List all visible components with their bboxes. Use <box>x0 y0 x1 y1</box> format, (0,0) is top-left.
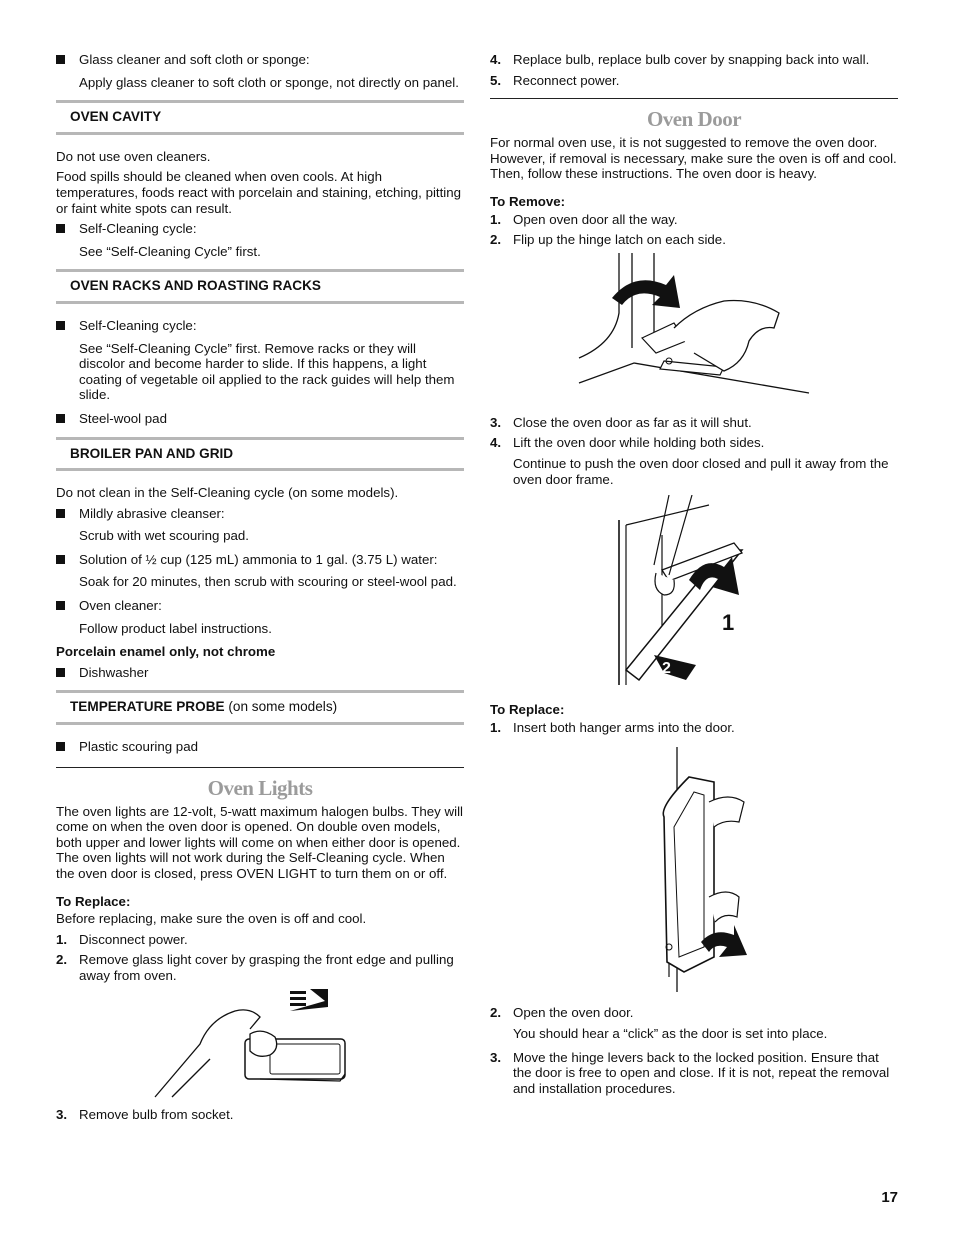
list-item: Solution of ½ cup (125 mL) ammonia to 1 gal. (3.75 L) water: <box>56 552 464 568</box>
step-item: 3. Remove bulb from socket. <box>56 1106 234 1122</box>
list-item: Mildly abrasive cleanser: <box>56 506 464 522</box>
oven-lights-title: Oven Lights <box>207 775 313 800</box>
list-item: Self-Cleaning cycle: <box>56 221 464 237</box>
list-item: Oven cleaner: <box>56 598 464 614</box>
step-item: 5. Reconnect power. <box>490 72 620 88</box>
list-detail: See “Self-Cleaning Cycle” first. Remove racks or they will discolor and become harder to slide. If this happens, a light coating of vegetable oil applied to the rack guides will help them slide. <box>79 340 455 403</box>
paragraph: For normal oven use, it is not suggested to remove the oven door. However, if removal is necessary, make sure the oven is off and cool. Then, follow these instructions. The oven door is heavy. <box>490 135 897 182</box>
arrow-label-2: 2 <box>662 660 671 678</box>
list-item: Steel-wool pad <box>56 411 464 427</box>
list-item: Self-Cleaning cycle: <box>56 318 464 334</box>
list-detail: Follow product label instructions. <box>79 620 272 636</box>
paragraph: Do not clean in the Self-Cleaning cycle (on some models). <box>56 485 399 501</box>
hanger-arms-illustration <box>639 747 749 997</box>
divider <box>56 767 464 768</box>
step-item: 2. Remove glass light cover by grasping the front edge and pulling away from oven. <box>56 952 454 983</box>
section-heading-probe: TEMPERATURE PROBE (on some models) <box>56 690 464 725</box>
bullet-square <box>56 414 65 423</box>
step-item: 3. Move the hinge levers back to the locked position. Ensure that the door is free to open and close. If it is not, repeat the removal and installation procedures. <box>490 1049 890 1096</box>
to-remove-heading: To Remove: <box>490 193 566 209</box>
list-item: Glass cleaner and soft cloth or sponge: <box>56 52 464 68</box>
section-heading-racks: OVEN RACKS AND ROASTING RACKS <box>56 269 464 304</box>
bullet-square <box>56 668 65 677</box>
oven-door-title: Oven Door <box>646 107 742 132</box>
enamel-note: Porcelain enamel only, not chrome <box>56 644 276 660</box>
paragraph: Do not use oven cleaners. <box>56 148 211 164</box>
bullet-square <box>56 742 65 751</box>
list-detail: Scrub with wet scouring pad. <box>79 528 249 544</box>
divider <box>490 98 898 99</box>
step-item: 4. Replace bulb, replace bulb cover by snapping back into wall. <box>490 52 870 67</box>
step-item: 3. Close the oven door as far as it will shut. <box>490 414 752 430</box>
list-item: Plastic scouring pad <box>56 739 464 755</box>
section-heading-broiler: BROILER PAN AND GRID <box>56 437 464 472</box>
bullet-square <box>56 321 65 330</box>
paragraph: The oven lights are 12-volt, 5-watt maximum halogen bulbs. They will come on when the oven door is opened. On double oven models, both upper and lower lights will come on when either door is opened. The oven lights will not work during the Self-Cleaning cycle. When the oven door is closed, press OVEN LIGHT to turn them on or off. <box>56 803 463 881</box>
section-heading-oven-cavity: OVEN CAVITY <box>56 100 464 135</box>
step-item: 1. Open oven door all the way. <box>490 211 678 227</box>
to-replace-heading: To Replace: <box>490 702 565 718</box>
list-detail: See “Self-Cleaning Cycle” first. <box>79 243 261 259</box>
page-number: 17 <box>881 1189 898 1206</box>
arrow-label-1: 1 <box>722 610 735 636</box>
step-item: 1. Insert both hanger arms into the door. <box>490 719 735 735</box>
hinge-latch-illustration <box>574 253 814 403</box>
light-cover-illustration <box>150 989 370 1099</box>
bullet-square <box>56 509 65 518</box>
bullet-square <box>56 224 65 233</box>
step-item: 2. Open the oven door. <box>490 1005 634 1021</box>
step-item: 1. Disconnect power. <box>56 931 188 947</box>
paragraph: Before replacing, make sure the oven is off and cool. <box>56 911 367 927</box>
to-replace-heading: To Replace: <box>56 893 131 909</box>
door-removal-illustration <box>614 495 774 690</box>
bullet-square <box>56 601 65 610</box>
step-item: 4. Lift the oven door while holding both sides. <box>490 435 765 451</box>
step-item: 2. Flip up the hinge latch on each side. <box>490 232 726 248</box>
right-column <box>490 52 898 1101</box>
list-detail: Soak for 20 minutes, then scrub with scouring or steel-wool pad. <box>79 574 457 590</box>
bullet-square <box>56 55 65 64</box>
list-item: Dishwasher <box>56 665 464 681</box>
list-detail: Continue to push the oven door closed and pull it away from the oven door frame. <box>513 455 889 487</box>
paragraph: Food spills should be cleaned when oven cools. At high temperatures, foods react with porcelain and staining, etching, pitting or faint white spots can result. <box>56 169 462 216</box>
list-detail: Apply glass cleaner to soft cloth or sponge, not directly on panel. <box>79 74 459 90</box>
list-detail: You should hear a “click” as the door is set into place. <box>513 1025 828 1041</box>
left-column <box>56 52 464 1127</box>
bullet-square <box>56 555 65 564</box>
